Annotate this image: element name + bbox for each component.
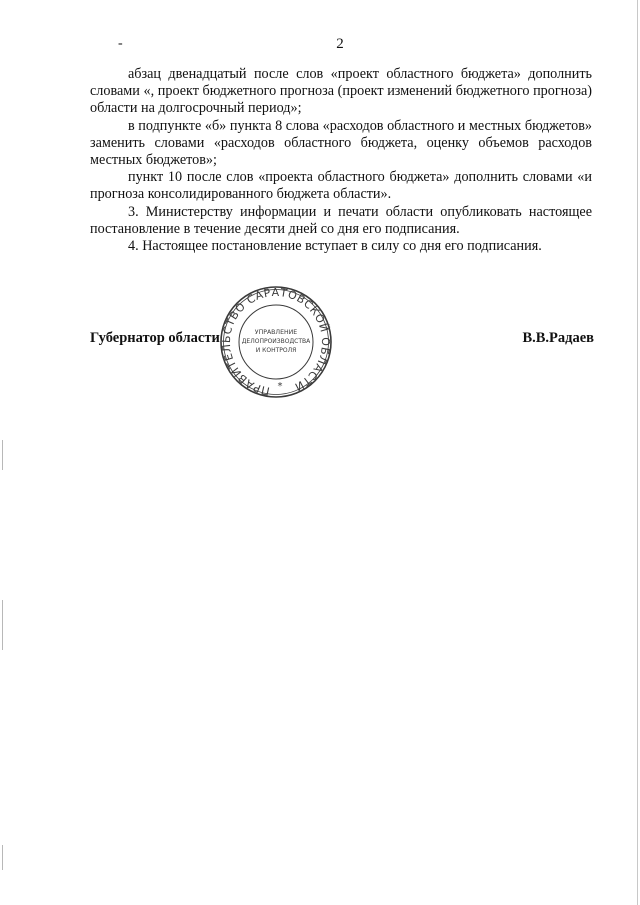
paragraph-4: 3. Министерству информации и печати области опубликовать настоящее постановление в течение десяти дней со дня его подписания.: [90, 203, 592, 237]
seal-inner-line-1: УПРАВЛЕНИЕ: [254, 329, 298, 336]
paragraph-5: 4. Настоящее постановление вступает в силу со дня его подписания.: [128, 238, 542, 255]
dash-mark: -: [118, 36, 123, 51]
paragraph-1: абзац двенадцатый после слов «проект областного бюджета» дополнить словами «, проект бюджетного прогноза (проект изменений бюджетного прогноза) области на долгосрочный период»;: [90, 66, 592, 117]
scan-edge-line: [637, 0, 638, 905]
signatory-title: Губернатор области: [90, 330, 220, 346]
signatory-name: В.В.Радаев: [522, 330, 594, 346]
document-body: [90, 66, 592, 255]
page-number: 2: [336, 36, 344, 52]
seal-inner-line-3: И КОНТРОЛЯ: [255, 347, 297, 354]
seal-outer-text: ПРАВИТЕЛЬСТВО САРАТОВСКОЙ ОБЛАСТИ: [219, 285, 333, 398]
scan-edge-mark: [2, 845, 3, 870]
paragraph-3: пункт 10 после слов «проекта областного бюджета» дополнить словами «и прогноза консолидированного бюджета области».: [90, 169, 592, 203]
scan-edge-mark: [2, 600, 3, 650]
seal-star: *: [277, 381, 283, 392]
scan-edge-mark: [2, 440, 3, 470]
official-seal-stamp: [218, 284, 334, 400]
seal-inner-line-2: ДЕЛОПРОИЗВОДСТВА: [241, 338, 311, 345]
paragraph-2: в подпункте «б» пункта 8 слова «расходов областного и местных бюджетов» заменить словами «расходов областного бюджета, оценку объемов расходов местных бюджетов»;: [90, 117, 592, 169]
